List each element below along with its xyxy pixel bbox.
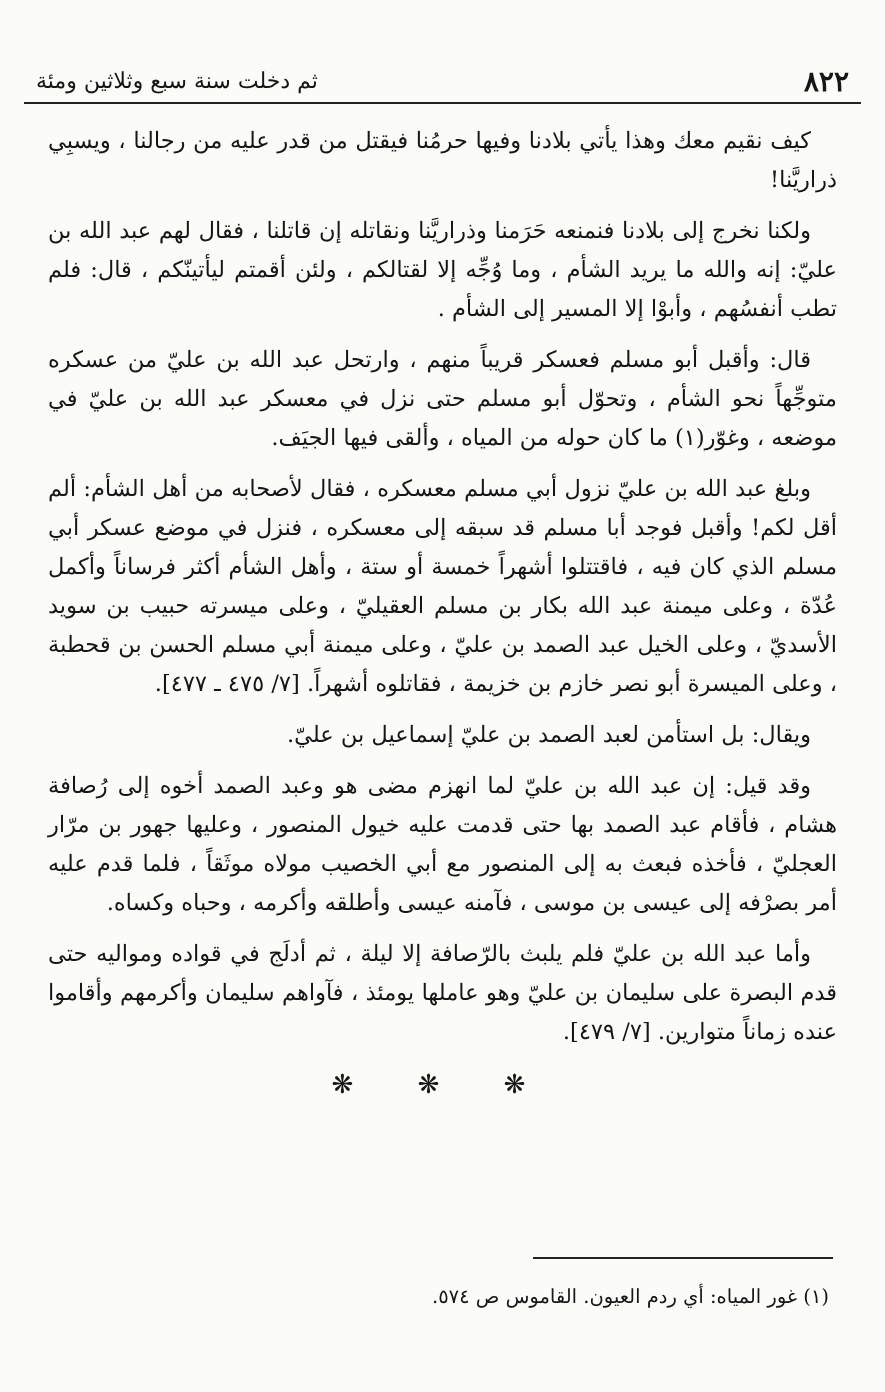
page-header	[24, 62, 861, 104]
paragraph: قال: وأقبل أبو مسلم فعسكر قريباً منهم ، وارتحل عبد الله بن عليّ من عسكره متوجِّهاً نحو الشأم ، وتحوّل أبو مسلم حتى نزل في معسكر عبد الله بن عليّ في موضعه ، وغوّر(١) ما كان حوله من المياه ، وألقى فيها الجيَف.	[48, 347, 837, 451]
paragraph: وبلغ عبد الله بن عليّ نزول أبي مسلم معسكره ، فقال لأصحابه من أهل الشأم: ألم أقل لكم! وأقبل فوجد أبا مسلم قد سبقه إلى معسكره ، فنزل في موضع عسكر أبي مسلم الذي كان فيه ، فاقتتلوا أشهراً خمسة أو ستة ، وأهل الشأم أكثر فرساناً وأكمل عُدّة ، وعلى ميمنة عبد الله بكار بن مسلم العقيليّ ، وعلى ميسرته حبيب بن سويد الأسديّ ، وعلى الخيل عبد الصمد بن عليّ ، وعلى ميمنة أبي مسلم الحسن بن قحطبة ، وعلى الميسرة أبو نصر خازم بن خزيمة ، فقاتلوه أشهراً. [٧/ ٤٧٥ ـ ٤٧٧].	[48, 476, 837, 697]
paragraph: وأما عبد الله بن عليّ فلم يلبث بالرّصافة إلا ليلة ، ثم أدلَج في قواده ومواليه حتى قدم البصرة على سليمان بن عليّ وهو عاملها يومئذ ، فآواهم سليمان وأكرمهم وأقاموا عنده زماناً متوارين. [٧/ ٤٧٩].	[48, 941, 837, 1045]
page-number: ٨٢٢	[803, 65, 849, 98]
citation: [٧/ ٤٧٥ ـ ٤٧٧].	[154, 671, 300, 697]
footnote: (١) غور المياه: أي ردم العيون. القاموس ص ٥٧٤.	[431, 1285, 829, 1308]
section-separator: ❋ ❋ ❋	[331, 1070, 554, 1100]
footnotes	[48, 1282, 829, 1312]
footnote-divider	[533, 1257, 833, 1259]
paragraph: وقد قيل: إن عبد الله بن عليّ لما انهزم مضى هو وعبد الصمد أخوه إلى رُصافة هشام ، فأقام عبد الصمد بها حتى قدمت عليه خيول المنصور ، وعليها جهور بن مرّار العجليّ ، فأخذه فبعث به إلى المنصور مع أبي الخصيب مولاه موثَقاً ، فلما قدم عليه أمر بصرْفه إلى عيسى بن موسى ، فآمنه عيسى وأطلقه وأكرمه ، وحباه وكساه.	[48, 773, 837, 916]
main-text	[48, 122, 837, 1105]
running-title: ثم دخلت سنة سبع وثلاثين ومئة	[36, 69, 318, 94]
paragraph: كيف نقيم معك وهذا يأتي بلادنا وفيها حرمُنا فيقتل من قدر عليه من رجالنا ، ويسبِي ذراريَّنا!	[48, 128, 837, 193]
paragraph: ولكنا نخرج إلى بلادنا فنمنعه حَرَمنا وذراريَّنا ونقاتله إن قاتلنا ، فقال لهم عبد الله بن عليّ: إنه والله ما يريد الشأم ، وما وُجِّه إلا لقتالكم ، ولئن أقمتم ليأتينّكم ، قال: فلم تطب أنفسُهم ، وأبوْا إلا المسير إلى الشأم .	[48, 218, 837, 322]
paragraph: ويقال: بل استأمن لعبد الصمد بن عليّ إسماعيل بن عليّ.	[286, 722, 811, 748]
citation: [٧/ ٤٧٩].	[562, 1019, 651, 1045]
